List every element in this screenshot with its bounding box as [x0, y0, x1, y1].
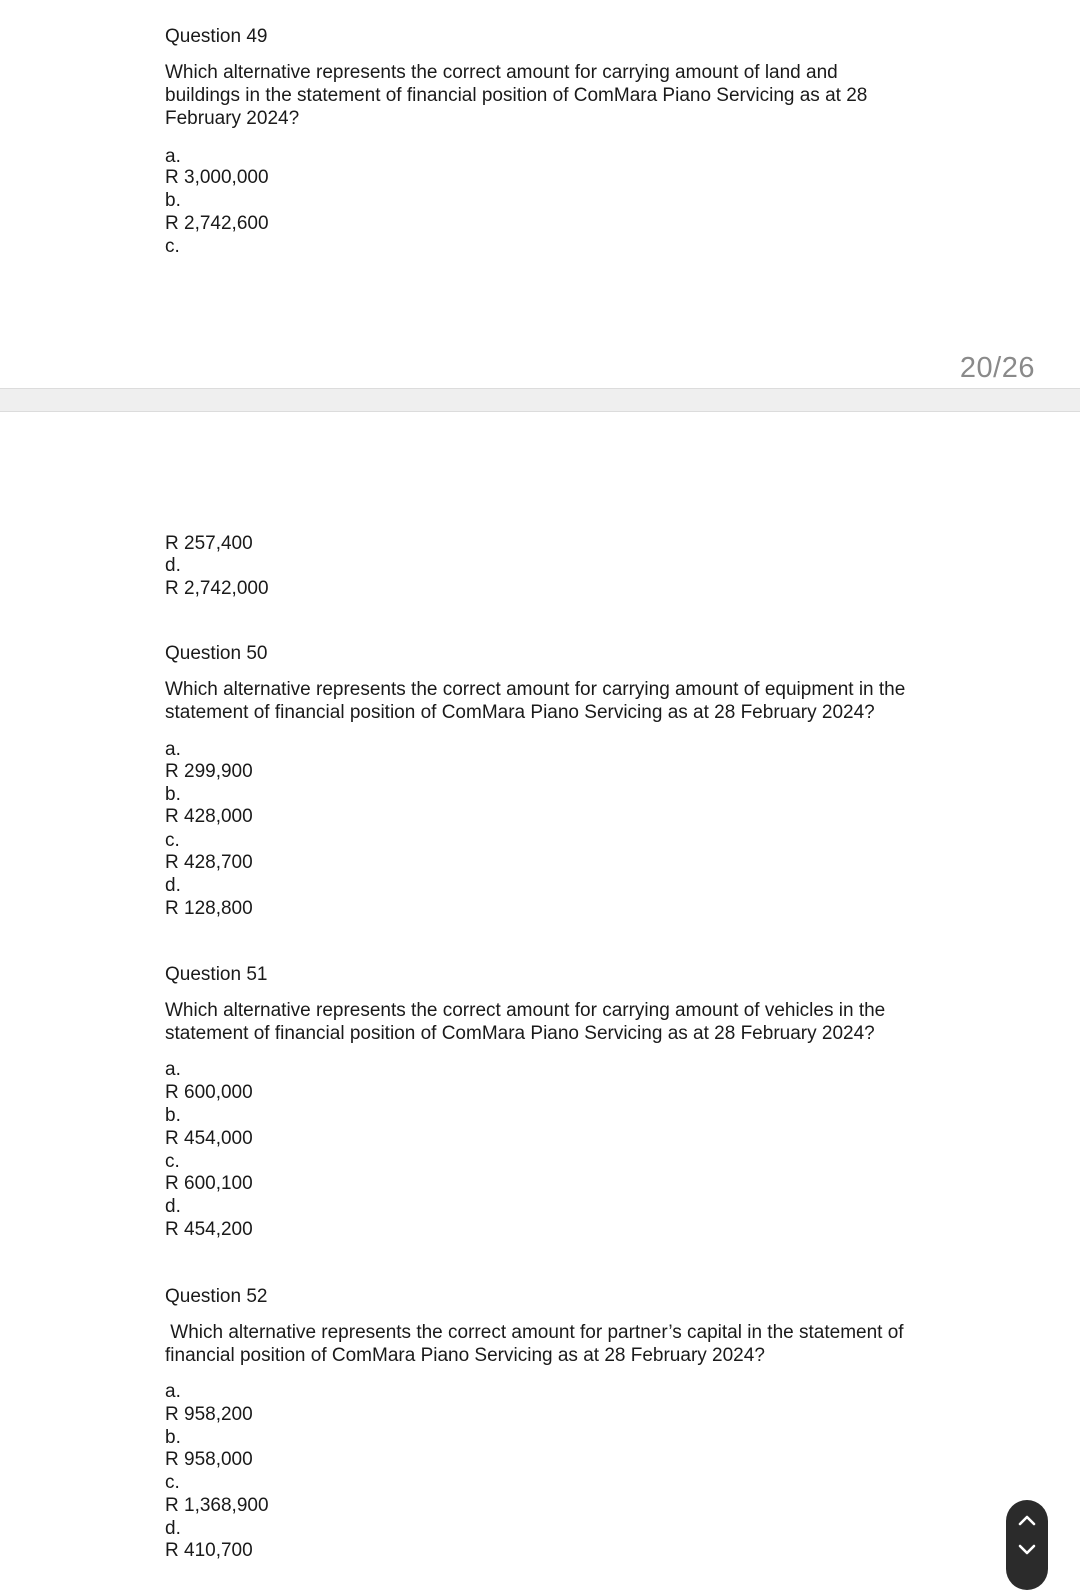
option-letter: d. — [165, 1518, 181, 1539]
option-letter: a. — [165, 146, 181, 167]
option-value: R 410,700 — [165, 1540, 253, 1561]
option-value: R 600,100 — [165, 1173, 253, 1194]
option-letter: d. — [165, 875, 181, 896]
option-letter: b. — [165, 784, 181, 805]
question-51-text: Which alternative represents the correct amount for carrying amount of vehicles in the statement of financial position of ComMara Piano Servicing as at 28 February 2024? — [165, 1000, 886, 1044]
option-value: R 454,000 — [165, 1128, 253, 1149]
option-letter: c. — [165, 236, 180, 257]
option-value: R 958,200 — [165, 1404, 253, 1425]
document-page-2 — [0, 412, 1080, 1571]
option-value: R 454,200 — [165, 1219, 253, 1240]
page-counter: 20/26 — [959, 352, 1035, 384]
question-52-title: Question 52 — [165, 1286, 268, 1307]
chevron-down-icon[interactable] — [1018, 1544, 1036, 1556]
option-value: R 299,900 — [165, 761, 253, 782]
option-value: R 2,742,600 — [165, 213, 269, 234]
option-letter: d. — [165, 555, 181, 576]
option-value: R 128,800 — [165, 898, 253, 919]
question-50-title: Question 50 — [165, 643, 268, 664]
option-value: R 1,368,900 — [165, 1495, 269, 1516]
question-49-title: Question 49 — [165, 26, 268, 47]
option-value: R 3,000,000 — [165, 167, 269, 188]
question-50-text: Which alternative represents the correct amount for carrying amount of equipment in the statement of financial position of ComMara Piano Servicing as at 28 February 2024? — [165, 679, 906, 723]
option-letter: c. — [165, 1472, 180, 1493]
option-letter: c. — [165, 1151, 180, 1172]
option-value: R 600,000 — [165, 1082, 253, 1103]
question-49-text: Which alternative represents the correct amount for carrying amount of land and buildings in the statement of financial position of ComMara Piano Servicing as at 28 February 2024? — [165, 62, 868, 129]
option-letter: b. — [165, 190, 181, 211]
option-value: R 428,000 — [165, 806, 253, 827]
option-letter: b. — [165, 1105, 181, 1126]
page-nav-control — [1006, 1500, 1048, 1590]
option-value: R 257,400 — [165, 533, 253, 554]
document-page-1 — [0, 0, 1080, 388]
option-value: R 428,700 — [165, 852, 253, 873]
option-letter: a. — [165, 1059, 181, 1080]
option-letter: a. — [165, 739, 181, 760]
option-value: R 958,000 — [165, 1449, 253, 1470]
question-51-title: Question 51 — [165, 964, 268, 985]
option-letter: a. — [165, 1381, 181, 1402]
page-separator — [0, 388, 1080, 412]
option-letter: c. — [165, 830, 180, 851]
question-52-text: Which alternative represents the correct amount for partner’s capital in the statement of financial position of ComMara Piano Servicing as at 28 February 2024? — [165, 1322, 909, 1366]
option-value: R 2,742,000 — [165, 578, 269, 599]
option-letter: d. — [165, 1196, 181, 1217]
option-letter: b. — [165, 1427, 181, 1448]
chevron-up-icon[interactable] — [1018, 1514, 1036, 1526]
